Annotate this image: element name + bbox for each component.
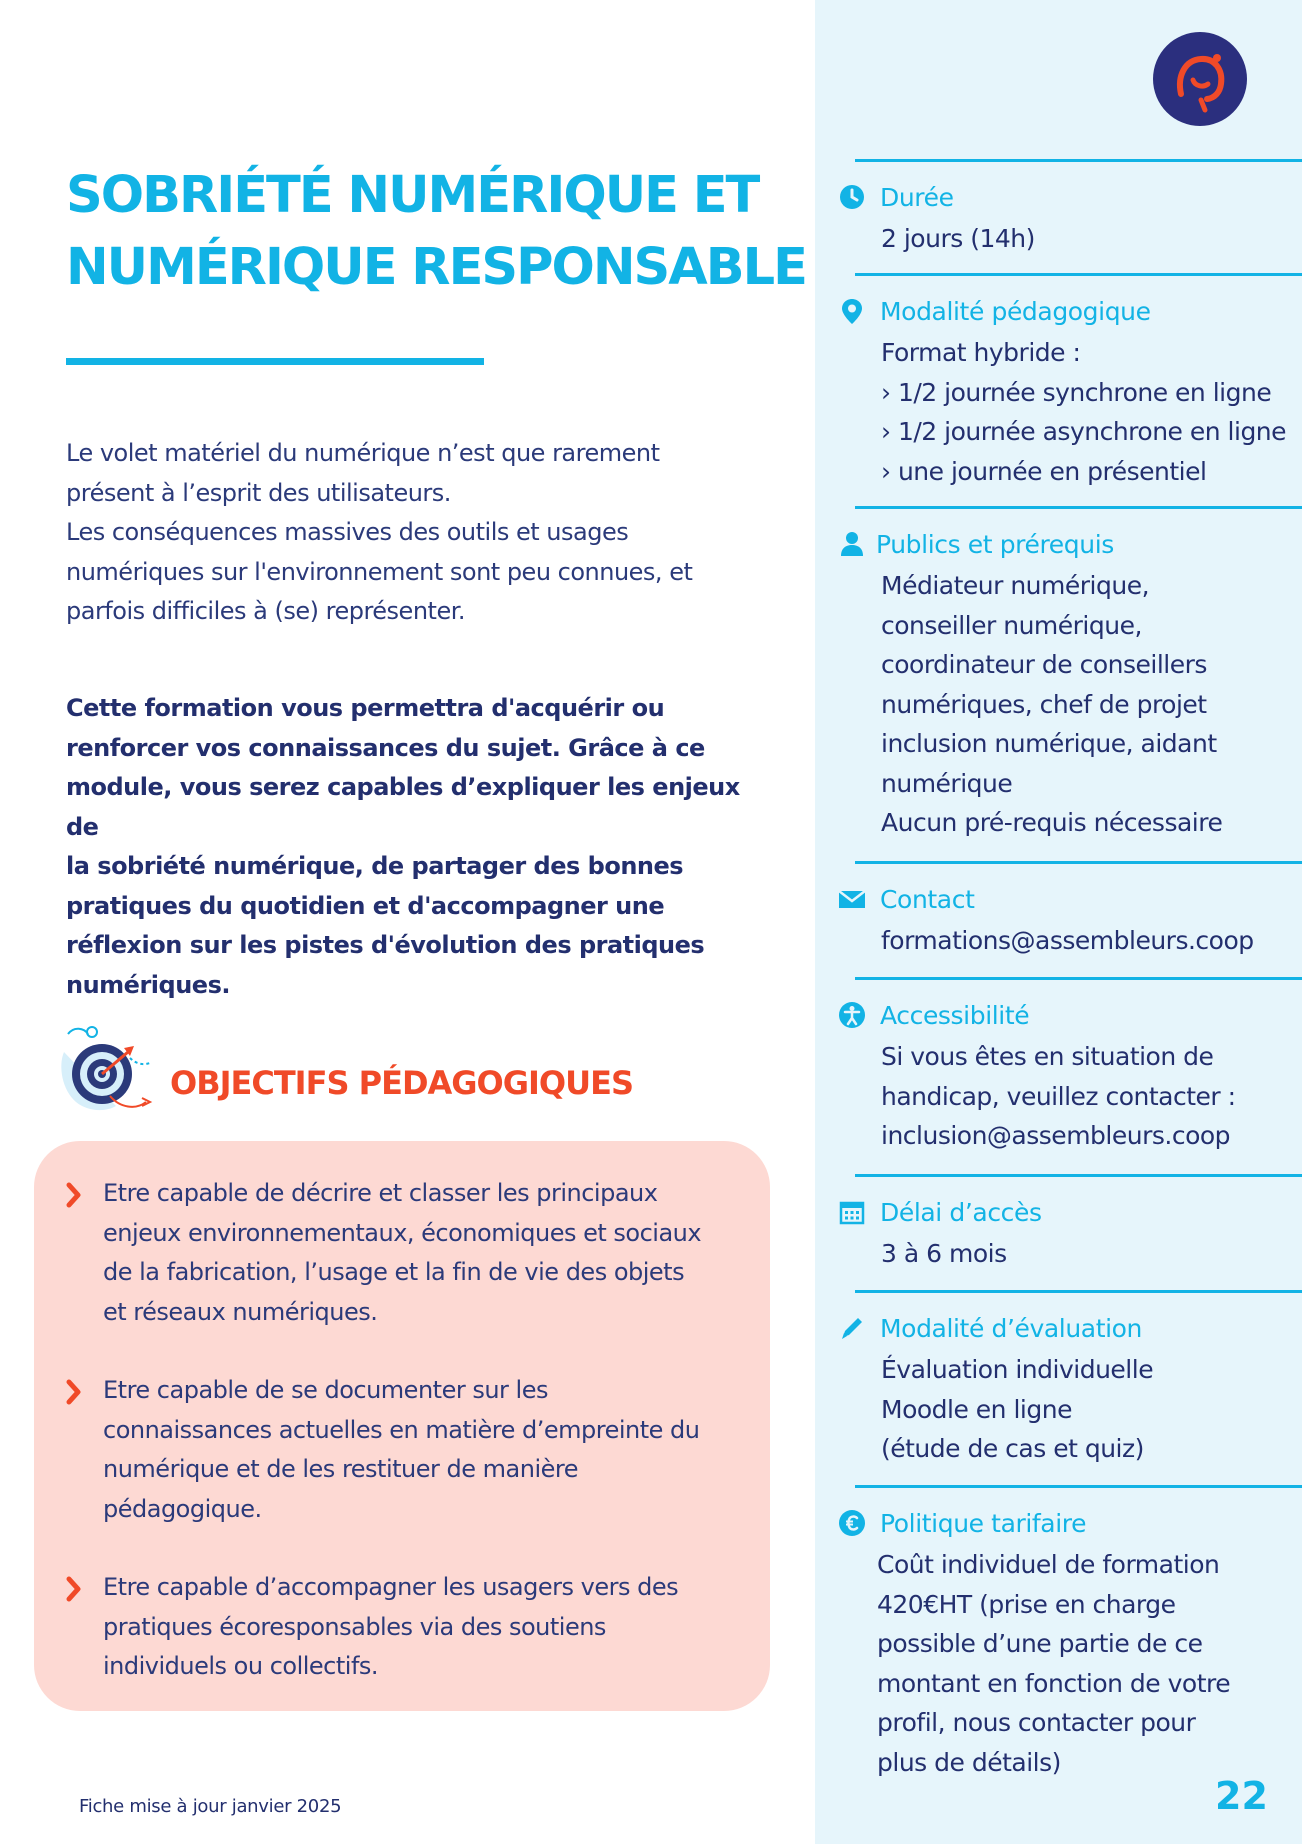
section-label: Publics et prérequis (876, 529, 1114, 559)
section-audience-body: Médiateur numérique, conseiller numérique, coordinateur de conseillers numériques, chef de projet inclusion numérique, aidant numérique Aucun pré-requis nécessaire (881, 571, 1223, 837)
accessibility-icon (838, 1001, 866, 1029)
section-label: Contact (880, 884, 975, 914)
section-label: Modalité pédagogique (880, 296, 1151, 326)
section-modality-body: Format hybride : › 1/2 journée synchrone en ligne › 1/2 journée asynchrone en ligne › une journée en présentiel (881, 338, 1287, 486)
section-divider (855, 1174, 1302, 1177)
chevron-right-icon (66, 1576, 82, 1602)
intro-paragraph: Le volet matériel du numérique n’est que rarement présent à l’esprit des utilisateurs. Les conséquences massives des outils et usages numériques sur l'environnement sont peu connues, et parfois difficiles à (se) représenter. (66, 439, 693, 625)
envelope-icon (838, 885, 866, 913)
pencil-icon (838, 1314, 866, 1342)
section-accessibility-body: Si vous êtes en situation de handicap, veuillez contacter : inclusion@assembleurs.coop (881, 1042, 1236, 1150)
objectives-title: OBJECTIFS PÉDAGOGIQUES (170, 1064, 633, 1102)
section-access-delay-header (838, 1192, 1042, 1232)
section-divider (855, 159, 1302, 162)
euro-icon (838, 1509, 866, 1537)
section-duration-header (838, 177, 954, 217)
chevron-right-icon (66, 1379, 82, 1405)
page-number: 22 (1215, 1774, 1268, 1818)
chevron-right-icon (66, 1182, 82, 1208)
section-audience-header (838, 524, 1114, 564)
section-evaluation-header (838, 1308, 1142, 1348)
title-underline (66, 358, 484, 365)
section-divider (855, 977, 1302, 980)
section-accessibility-header (838, 995, 1029, 1035)
section-pricing-header (838, 1503, 1086, 1543)
section-label: Accessibilité (880, 1000, 1030, 1030)
section-label: Durée (880, 182, 954, 212)
section-access-delay-body: 3 à 6 mois (881, 1239, 1007, 1268)
page-title: SOBRIÉTÉ NUMÉRIQUE ET NUMÉRIQUE RESPONSABLE (66, 166, 806, 297)
section-contact-header (838, 879, 974, 919)
target-icon (54, 1022, 158, 1118)
section-duration-body: 2 jours (14h) (881, 224, 1035, 253)
section-contact-body: formations@assembleurs.coop (881, 926, 1254, 955)
section-pricing-body: Coût individuel de formation 420€HT (prise en charge possible d’une partie de ce montant en fonction de votre profil, nous contacter pour plus de détails) (877, 1550, 1231, 1777)
section-divider (855, 1290, 1302, 1293)
section-divider (855, 861, 1302, 864)
section-divider (855, 506, 1302, 509)
lead-paragraph: Cette formation vous permettra d'acquérir ou renforcer vos connaissances du sujet. Grâce à ce module, vous serez capables d’expliquer les enjeux de la sobriété numérique, de partager des bonnes pratiques du quotidien et d'accompagner une réflexion sur les pistes d'évolution des pratiques numériques. (66, 694, 740, 999)
footer-update-note: Fiche mise à jour janvier 2025 (79, 1796, 342, 1817)
map-pin-icon (838, 297, 866, 325)
section-divider (855, 273, 1302, 276)
section-modality-header (838, 291, 1151, 331)
section-label: Politique tarifaire (880, 1508, 1087, 1538)
section-label: Modalité d’évaluation (880, 1313, 1142, 1343)
clock-icon (838, 183, 866, 211)
section-divider (855, 1485, 1302, 1488)
organization-logo (1153, 32, 1247, 126)
calendar-icon (838, 1198, 866, 1226)
section-label: Délai d’accès (880, 1197, 1042, 1227)
section-evaluation-body: Évaluation individuelle Moodle en ligne (étude de cas et quiz) (881, 1355, 1154, 1463)
user-icon (838, 530, 866, 558)
